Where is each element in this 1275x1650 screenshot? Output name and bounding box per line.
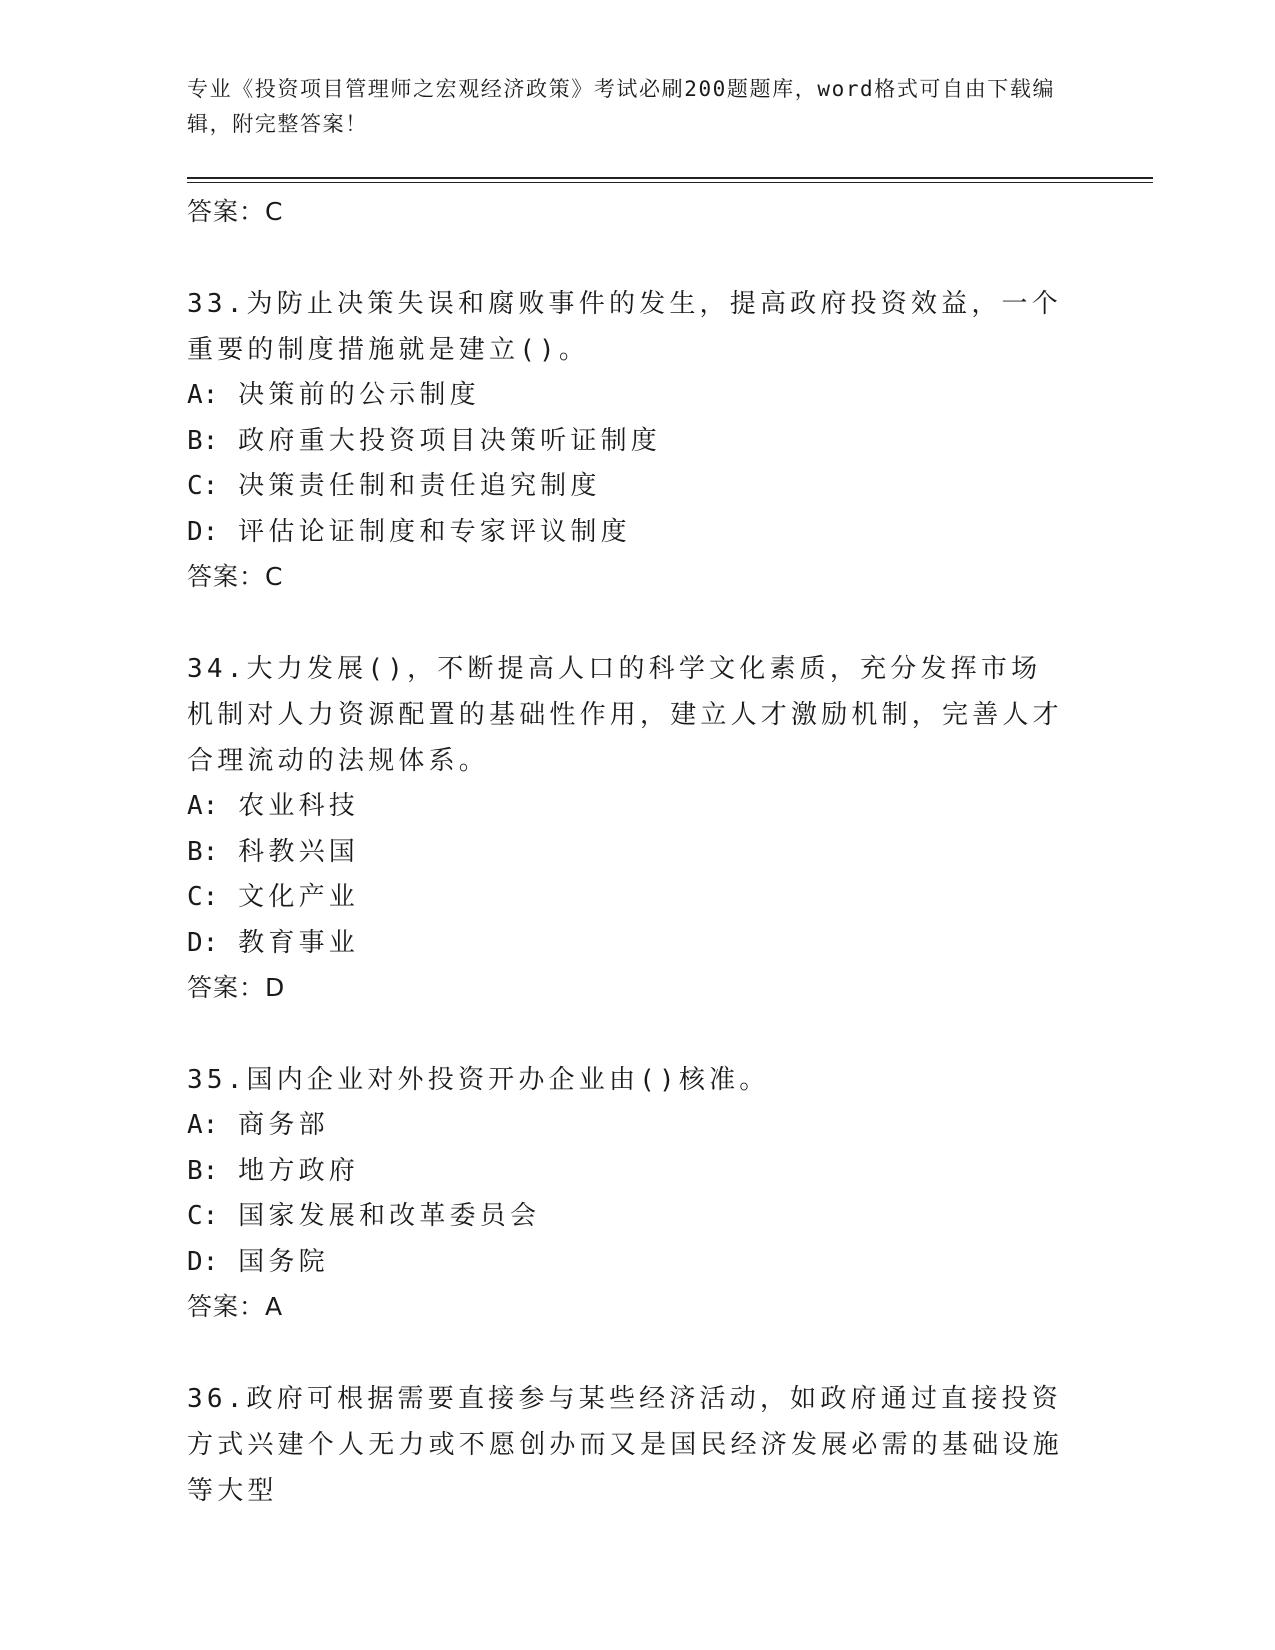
header-divider-thick: [187, 177, 1153, 179]
question-34: [187, 646, 1087, 1010]
option-b: B: 科教兴国: [187, 836, 359, 867]
option-b: B: 地方政府: [187, 1155, 359, 1186]
option-a: A: 商务部: [187, 1110, 329, 1140]
option-c: C: 文化产业: [187, 882, 359, 912]
question-33: [187, 281, 1087, 599]
option-d: D: 国务院: [187, 1246, 329, 1277]
answer-line: 答案：C: [187, 562, 284, 591]
question-36: [187, 1376, 1087, 1514]
question-stem: 33.为防止决策失误和腐败事件的发生，提高政府投资效益，一个重要的制度措施就是建立()。: [187, 289, 1062, 365]
option-a: A: 决策前的公示制度: [187, 380, 480, 410]
option-c: C: 决策责任制和责任追究制度: [187, 471, 601, 501]
question-35: [187, 1057, 1087, 1329]
answer-line: 答案：D: [187, 973, 286, 1002]
document-header: 专业《投资项目管理师之宏观经济政策》考试必刷200题题库，word格式可自由下载编辑，附完整答案！: [187, 77, 1056, 136]
option-c: C: 国家发展和改革委员会: [187, 1201, 541, 1231]
header-divider-thin: [187, 182, 1153, 183]
answer-line: 答案：A: [187, 1292, 284, 1321]
option-b: B: 政府重大投资项目决策听证制度: [187, 425, 661, 456]
question-list: [187, 190, 1087, 1514]
question-stem: 36.政府可根据需要直接参与某些经济活动，如政府通过直接投资方式兴建个人无力或不愿创办而又是国民经济发展必需的基础设施等大型: [187, 1384, 1063, 1506]
question-stem: 35.国内企业对外投资开办企业由()核准。: [187, 1065, 770, 1095]
question-stem: 34.大力发展()，不断提高人口的科学文化素质，充分发挥市场机制对人力资源配置的基础性作用，建立人才激励机制，完善人才合理流动的法规体系。: [187, 654, 1063, 776]
option-d: D: 教育事业: [187, 927, 359, 958]
answer-line: 答案：C: [187, 197, 284, 226]
option-d: D: 评估论证制度和专家评议制度: [187, 516, 631, 547]
option-a: A: 农业科技: [187, 791, 359, 821]
